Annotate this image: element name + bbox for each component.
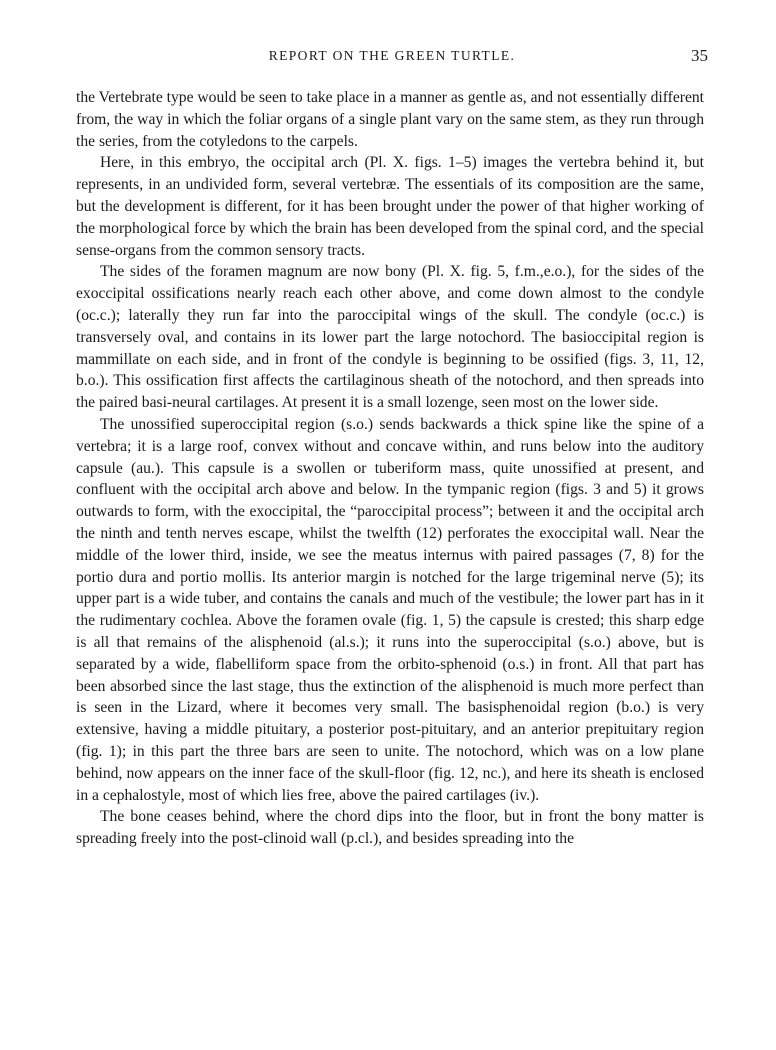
page-number: 35 bbox=[691, 46, 708, 65]
body-text bbox=[76, 87, 704, 850]
paragraph-occipital-arch: Here, in this embryo, the occipital arch (Pl. X. figs. 1–5) images the vertebra behind it, but represents, in an undivided form, several vertebræ. The essentials of its composition are the same, but the development is different, for it has been brought under the power of that higher working of the morphological force by which the brain has been developed from the spinal cord, and the special sense-organs from the common sensory tracts. bbox=[76, 154, 704, 259]
paragraph-superoccipital: The unossified superoccipital region (s.o.) sends backwards a thick spine like the spine of a vertebra; it is a large roof, convex without and concave within, and runs below into the auditory capsule (au.). This capsule is a swollen or tuberiform mass, quite unossified at present, and confluent with the occipital arch above and below. In the tympanic region (figs. 3 and 5) it grows outwards to form, with the exoccipital, the “paroccipital process”; between it and the occipital arch the ninth and tenth nerves escape, whilst the twelfth (12) perforates the exoccipital wall. Near the middle of the lower third, inside, we see the meatus internus with paired passages (7, 8) for the portio dura and portio mollis. Its anterior margin is notched for the large trigeminal nerve (5); its upper part is a wide tuber, and contains the canals and much of the vestibule; the lower part has in it the rudimentary cochlea. Above the foramen ovale (fig. 1, 5) the capsule is crested; this sharp edge is all that remains of the alisphenoid (al.s.); it runs into the superoccipital (s.o.) above, but is separated by a wide, flabelliform space from the orbito-sphenoid (o.s.) in front. All that part has been absorbed since the last stage, thus the extinction of the alisphenoid is much more perfect than is seen in the Lizard, where it becomes very small. The basisphenoidal region (b.o.) is very extensive, having a middle pituitary, a posterior post-pituitary, and an anterior prepituitary region (fig. 1); in this part the three bars are seen to unite. The notochord, which was on a low plane behind, now appears on the inner face of the skull-floor (fig. 12, nc.), and here its sheath is enclosed in a cephalostyle, most of which lies free, above the paired cartilages (iv.). bbox=[76, 415, 704, 804]
running-head bbox=[76, 48, 708, 70]
paragraph-continued: the Vertebrate type would be seen to take place in a manner as gentle as, and not essentially different from, the way in which the foliar organs of a single plant vary on the same stem, as they run through the series, from the cotyledons to the carpels. bbox=[76, 89, 704, 150]
paragraph-foramen-magnum: The sides of the foramen magnum are now bony (Pl. X. fig. 5, f.m.,e.o.), for the sides of the exoccipital ossifications nearly reach each other above, and come down almost to the condyle (oc.c.); laterally they run far into the paroccipital wings of the skull. The condyle (oc.c.) is transversely oval, and contains in its lower part the large notochord. The basioccipital region is mammillate on each side, and in front of the condyle is beginning to be ossified (figs. 3, 11, 12, b.o.). This ossification first affects the cartilaginous sheath of the notochord, and then spreads into the paired basi-neural cartilages. At present it is a small lozenge, seen most on the lower side. bbox=[76, 263, 704, 412]
running-title: REPORT ON THE GREEN TURTLE. bbox=[268, 48, 516, 63]
paragraph-bone-ceases: The bone ceases behind, where the chord dips into the floor, but in front the bony matter is spreading freely into the post-clinoid wall (p.cl.), and besides spreading into the bbox=[76, 808, 704, 848]
